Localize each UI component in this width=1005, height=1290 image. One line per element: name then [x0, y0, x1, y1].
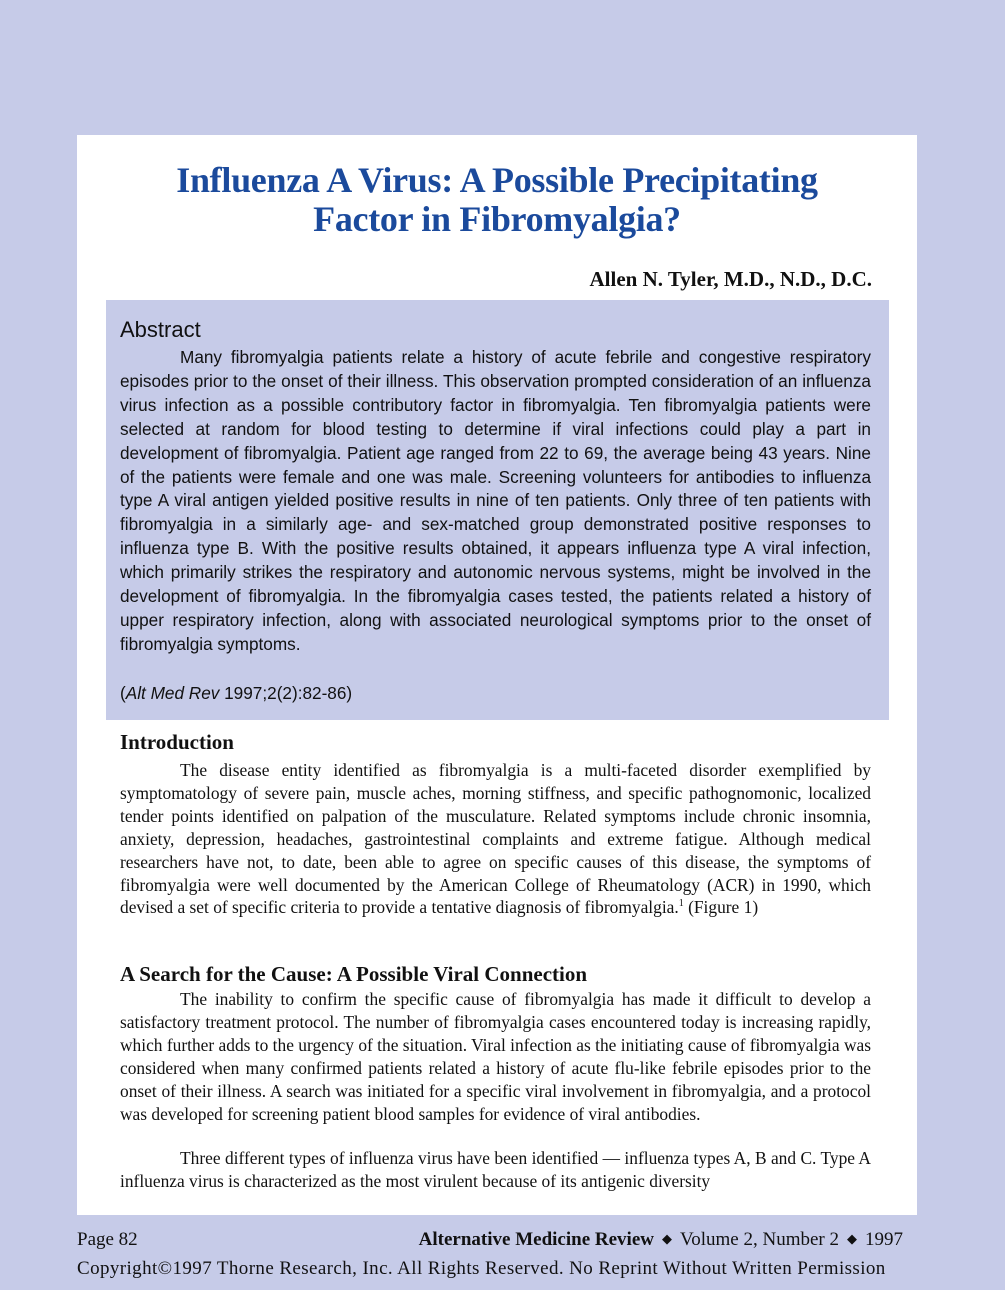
search-section-heading: A Search for the Cause: A Possible Viral Connection — [120, 962, 588, 986]
search-section-paragraph-1: The inability to confirm the specific cause of fibromyalgia has made it difficult to develop a satisfactory treatment protocol. The number of fibromyalgia cases encountered today is increasing rapidly, which further adds to the urgency of the situation. Viral infection as the initiating cause of fibromyalgia was considered when many confirmed patients related a history of acute flu-like febrile episodes prior to the onset of their illness. A search was initiated for a specific viral involvement in fibromyalgia, and a protocol was developed for screening patient blood samples for evidence of viral antibodies. — [120, 989, 871, 1124]
page-sheet — [77, 135, 917, 1215]
diamond-separator-2: ◆ — [847, 1231, 857, 1246]
figure-reference: (Figure 1) — [683, 897, 759, 918]
article-title-line1: Influenza A Virus: A Possible Precipitating — [176, 160, 818, 200]
article-title — [77, 161, 917, 239]
page-number: Page 82 — [77, 1229, 138, 1250]
abstract-citation — [120, 683, 352, 704]
search-section-paragraph-2: Three different types of influenza virus have been identified — influenza types A, B and C. Type A influenza virus is characterized as the most virulent because of its antigenic diversity — [120, 1148, 871, 1191]
citation-rest: 1997;2(2):82-86) — [219, 683, 353, 703]
journal-year: 1997 — [865, 1229, 903, 1250]
abstract-heading: Abstract — [120, 317, 201, 342]
diamond-separator-1: ◆ — [661, 1231, 672, 1246]
journal-volume: Volume 2, Number 2 — [679, 1229, 839, 1250]
article-title-line2: Factor in Fibromyalgia? — [313, 199, 681, 239]
journal-footer — [419, 1229, 903, 1251]
introduction-text — [120, 759, 871, 919]
introduction-body: The disease entity identified as fibromyalgia is a multi-faceted disorder exemplified by symptomatology of severe pain, muscle aches, morning stiffness, and specific pathognomonic, localized tender points identified on palpation of the musculature. Related symptoms include chronic insomnia, anxiety, depression, headaches, gastrointestinal complaints and extreme fatigue. Although medical researchers have not, to date, been able to agree on specific causes of this disease, the symptoms of fibromyalgia were well documented by the American College of Rheumatology (ACR) in 1990, which devised a set of specific criteria to provide a tentative diagnosis of fibromyalgia. — [120, 760, 871, 918]
journal-name: Alternative Medicine Review — [418, 1229, 654, 1250]
copyright-notice: Copyright©1997 Thorne Research, Inc. All Rights Reserved. No Reprint Without Written Permission — [77, 1258, 886, 1279]
citation-journal: Alt Med Rev — [125, 683, 220, 703]
abstract-text: Many fibromyalgia patients relate a history of acute febrile and congestive respiratory episodes prior to the onset of their illness. This observation prompted consideration of an influenza virus infection as a possible contributory factor in fibromyalgia. Ten fibromyalgia patients were selected at random for blood testing to determine if viral infections could play a part in development of fibromyalgia. Patient age ranged from 22 to 69, the average being 43 years. Nine of the patients were female and one was male. Screening volunteers for antibodies to influenza type A viral antigen yielded positive results in nine of ten patients. Only three of ten patients with fibromyalgia in a similarly age- and sex-matched group demonstrated positive responses to influenza type B. With the positive results obtained, it appears influenza type A viral infection, which primarily strikes the respiratory and autonomic nervous systems, might be involved in the development of fibromyalgia. In the fibromyalgia cases tested, the patients related a history of upper respiratory infection, along with associated neurological symptoms prior to the onset of fibromyalgia symptoms. — [120, 347, 871, 654]
author-byline: Allen N. Tyler, M.D., N.D., D.C. — [589, 267, 872, 291]
abstract-box — [106, 300, 889, 720]
reference-marker: 1 — [678, 898, 684, 910]
citation-open: ( — [120, 683, 126, 703]
introduction-heading: Introduction — [120, 730, 234, 754]
